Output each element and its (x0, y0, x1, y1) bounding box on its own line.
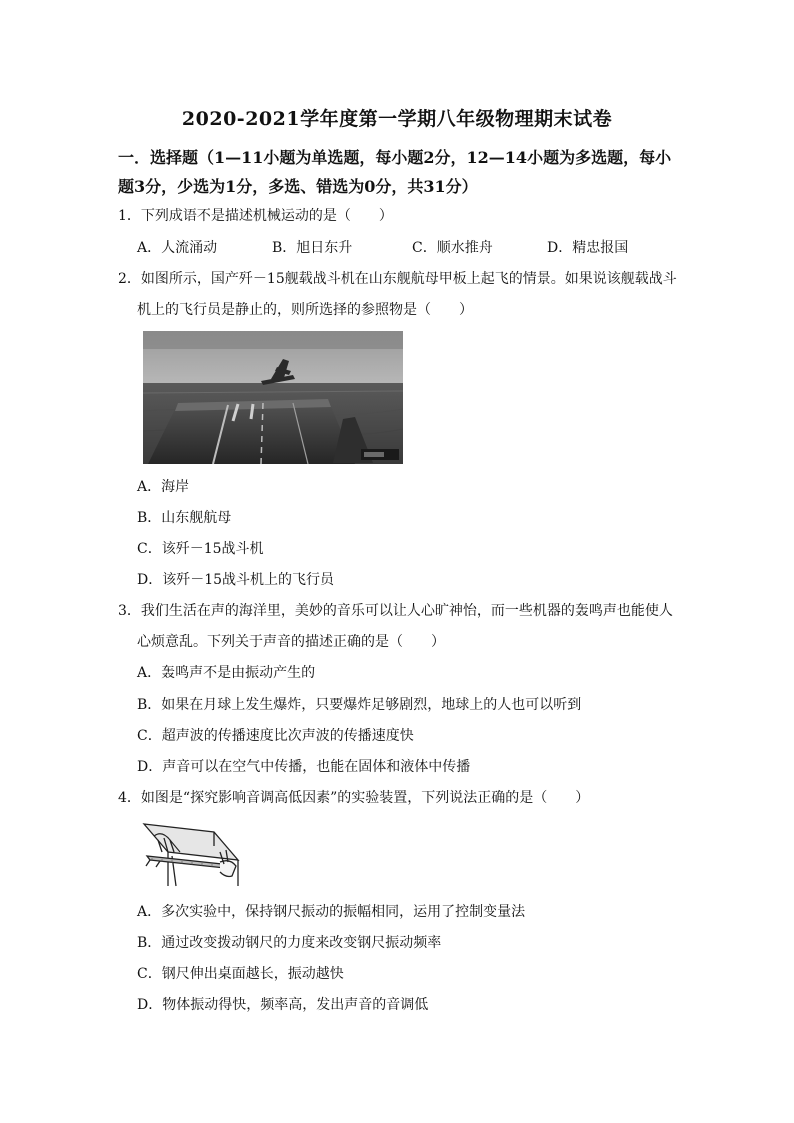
q2-option-d: D．该歼－15战斗机上的飞行员 (137, 572, 335, 588)
q3-stem-line1: 3．我们生活在声的海洋里，美妙的音乐可以让人心旷神怡，而一些机器的轰鸣声也能使人 (118, 603, 673, 619)
q1-option-a: A．人流涌动 (137, 240, 218, 256)
q3-option-d: D．声音可以在空气中传播，也能在固体和液体中传播 (137, 759, 471, 775)
q1-stem: 1．下列成语不是描述机械运动的是（ ） (118, 208, 393, 224)
aircraft-carrier-photo (143, 331, 403, 464)
q3-option-a: A．轰鸣声不是由振动产生的 (137, 665, 316, 681)
q2-option-c: C．该歼－15战斗机 (137, 541, 264, 557)
q1-option-c: C．顺水推舟 (412, 240, 493, 256)
q4-option-d: D．物体振动得快，频率高，发出声音的音调低 (137, 997, 429, 1013)
q2-stem-line1: 2．如图所示，国产歼－15舰载战斗机在山东舰航母甲板上起飞的情景。如果说该舰载战斗 (118, 271, 677, 287)
exam-title: 2020-2021学年度第一学期八年级物理期末试卷 (181, 108, 613, 130)
steel-ruler-experiment-figure (142, 822, 240, 888)
q3-stem-line2: 心烦意乱。下列关于声音的描述正确的是（ ） (137, 634, 445, 650)
q4-option-c: C．钢尺伸出桌面越长，振动越快 (137, 966, 344, 982)
q3-option-c: C．超声波的传播速度比次声波的传播速度快 (137, 728, 414, 744)
q3-option-b: B．如果在月球上发生爆炸，只要爆炸足够剧烈，地球上的人也可以听到 (137, 697, 582, 713)
q4-option-a: A．多次实验中，保持钢尺振动的振幅相同，运用了控制变量法 (137, 904, 526, 920)
q2-option-a: A．海岸 (137, 479, 190, 495)
section-heading-line1: 一．选择题（1—11小题为单选题，每小题2分，12—14小题为多选题，每小 (118, 148, 672, 167)
q1-option-b: B．旭日东升 (272, 240, 353, 256)
q1-options (137, 237, 697, 259)
q2-option-b: B．山东舰航母 (137, 510, 232, 526)
q4-option-b: B．通过改变拨动钢尺的力度来改变钢尺振动频率 (137, 935, 442, 951)
q4-stem: 4．如图是“探究影响音调高低因素”的实验装置，下列说法正确的是（ ） (118, 790, 590, 806)
q1-option-d: D．精忠报国 (547, 240, 629, 256)
section-heading-line2: 题3分，少选为1分，多选、错选为0分，共31分） (118, 177, 478, 196)
q2-stem-line2: 机上的飞行员是静止的，则所选择的参照物是（ ） (137, 302, 473, 318)
